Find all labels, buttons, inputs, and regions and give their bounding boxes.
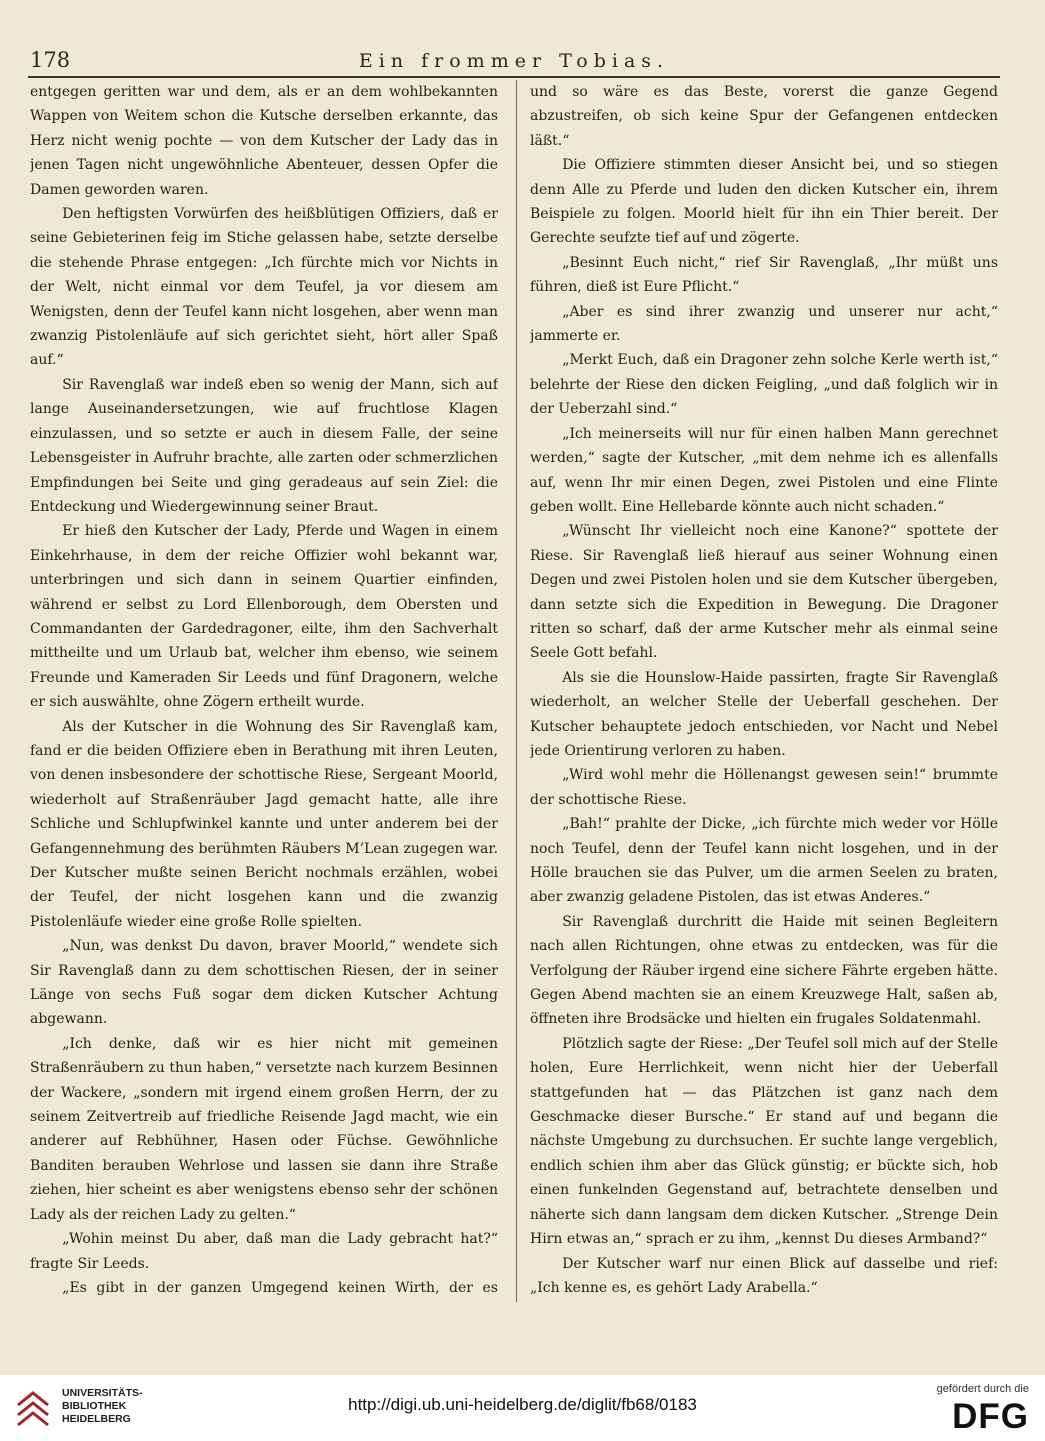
paragraph: „Wird wohl mehr die Höllenangst gewesen sein!“ brummte der schottische Riese.: [530, 767, 998, 808]
page-header: [28, 46, 1000, 76]
left-column: [30, 80, 498, 1302]
paragraph: [530, 1300, 998, 1302]
source-url[interactable]: http://digi.ub.uni-heidelberg.de/diglit/fb68/0183: [348, 1395, 697, 1414]
paragraph: Sir Ravenglaß durchritt die Haide mit seinen Begleitern nach allen Richtungen, ohne etwas zu entdecken, was für die Verfolgung der Räuber irgend eine sichere Fährte ergeben hätte. Gegen Abend machten sie an einem Kreuzwege Halt, saßen ab, öffneten ihre Brodsäcke und hielten ein frugales Soldatenmahl.: [530, 913, 998, 1028]
paragraph: Er hieß den Kutscher der Lady, Pferde und Wagen in einem Einkehrhause, in dem der reiche Offizier wohl bekannt war, unterbringen und sich dann in seinem Quartier einfinden, während er selbst zu Lord Ellenborough, dem Obersten und Commandanten der Gardedragoner, eilte, ihm den Sachverhalt mittheilte und um Urlaub bat, welcher ihm ebenso, wie seinem Freunde und Kameraden Sir Leeds und fünf Dragonern, welche er sich auswählte, ohne Zögern ertheilt wurde.: [30, 523, 498, 711]
paragraph: „Ich denke, daß wir es hier nicht mit gemeinen Straßenräubern zu thun haben,“ versetzte nach kurzem Besinnen der Wackere, „sondern mit irgend einem großen Herrn, der zu seinem Zeitvertreib auf friedliche Reisende Jagd macht, wie ein anderer auf Rebhühner, Hasen oder Füchse. Gewöhnliche Banditen berauben Wehrlose und lassen sie dann ihre Straße ziehen, hier scheint es aber wenigstens ebenso sehr der schönen Lady als der reichen Lady zu gelten.“: [30, 1035, 498, 1223]
paragraph: Sir Ravenglaß war indeß eben so wenig der Mann, sich auf lange Auseinandersetzungen, wie auf fruchtlose Klagen einzulassen, und so setzte er auch in diesem Falle, der seine Lebensgeister in Aufruhr brachte, alle zarten oder schmerzlichen Empfindungen bei Seite und ging geradeaus auf sein Ziel: die Entdeckung und Wiedergewinnung seiner Braut.: [30, 376, 498, 515]
paragraph: „Es gibt in der ganzen Umgegend keinen Wirth, der es: [62, 1279, 498, 1296]
paragraph: „Wünscht Ihr vielleicht noch eine Kanone?“ spottete der Riese. Sir Ravenglaß ließ hierauf aus seiner Wohnung einen Degen und zwei Pistolen holen und sie dem Kutscher übergeben, dann setzte sich die Expedition in Bewegung. Die Dragoner ritten so scharf, daß der arme Kutscher mehr als einmal seine Seele Gott befahl.: [530, 523, 998, 662]
paragraph: „Bah!“ prahlte der Dicke, „ich fürchte mich weder vor Hölle noch Teufel, denn der Teufel kann nicht losgehen, und in der Hölle brauchen sie das Pulver, um die armen Seelen zu braten, aber zwanzig geladene Pistolen, das ist etwas Anderes.“: [530, 816, 998, 906]
column-rule: [516, 80, 517, 1302]
dfg-logo: DFG: [952, 1397, 1029, 1436]
paragraph: Den heftigsten Vorwürfen des heißblütigen Offiziers, daß er seine Gebieterinen feig im Stiche gelassen habe, setzte derselbe die stehende Phrase entgegen: „Ich fürchte mich vor Nichts in der Welt, nicht einmal vor dem Teufel, ja vor diesem am Wenigsten, denn der Teufel kann nicht losgehen, aber wenn man zwanzig Pistolenläufe auf sich gerichtet sieht, hört aller Spaß auf.“: [30, 206, 498, 369]
paragraph: „Besinnt Euch nicht,“ rief Sir Ravenglaß, „Ihr müßt uns führen, dieß ist Eure Pflicht.“: [530, 254, 998, 296]
paragraph: Als der Kutscher in die Wohnung des Sir Ravenglaß kam, fand er die beiden Offiziere eben in Berathung mit ihren Leuten, von denen insbesondere der schottische Riese, Sergeant Moorld, wiederholt auf Straßenräuber Jagd gemacht hatte, alle ihre Schliche und Schlupfwinkel kannte und unter anderem bei der Gefangennehmung des berühmten Räubers M’Lean zugegen war. Der Kutscher mußte seinen Bericht nochmals erzählen, wobei der Teufel, der nicht losgehen kann und die zwanzig Pistolenläufe wieder eine große Rolle spielten.: [30, 718, 498, 930]
running-head: Ein frommer Tobias.: [358, 50, 670, 72]
paragraph: Die Offiziere stimmten dieser Ansicht bei, und so stiegen denn Alle zu Pferde und luden den dicken Kutscher ein, ihrem Beispiele zu folgen. Moorld hielt für ihn ein Thier bereit. Der Gerechte seufzte tief auf und zögerte.: [530, 157, 998, 247]
library-name: UNIVERSITÄTS- BIBLIOTHEK HEIDELBERG: [62, 1387, 143, 1425]
paragraph: Plötzlich sagte der Riese: „Der Teufel soll mich auf der Stelle holen, Eure Herrlichkeit, wenn nicht hier der Ueberfall stattgefunden hat — das Plätzchen ist ganz nach dem Geschmacke dieser Bursche.“ Er stand auf und begann die nächste Umgebung zu durchsuchen. Er suchte lange vergeblich, endlich schien ihm aber das Glück günstig; er bückte sich, hob einen funkelnden Gegenstand auf, betrachtete denselben und näherte sich dann langsam dem dicken Kutscher. „Strenge Dein Hirn etwas an,“ sprach er zu ihm, „kennst Du dieses Armband?“: [530, 1035, 998, 1248]
paragraph: „Wohin meinst Du aber, daß man die Lady gebracht hat?“ fragte Sir Leeds.: [30, 1231, 498, 1272]
paragraph: „Aber es sind ihrer zwanzig und unserer nur acht,“ jammerte er.: [530, 303, 998, 345]
paragraph: Als sie die Hounslow-Haide passirten, fragte Sir Ravenglaß wiederholt, an welcher Stelle der Ueberfall geschehen. Der Kutscher behauptete jedoch entschieden, vor Nacht und Nebel jede Orientirung verloren zu haben.: [530, 669, 998, 759]
paragraph: „Ich meinerseits will nur für einen halben Mann gerechnet werden,“ sagte der Kutscher, „mit dem nehme ich es allenfalls auf, wenn Ihr mir einen Degen, zwei Pistolen und eine Flinte geben wollt. Eine Hellebarde könnte auch nicht schaden.“: [530, 425, 998, 515]
paragraph: „Nun, was denkst Du davon, braver Moorld,“ wendete sich Sir Ravenglaß dann zu dem schottischen Riesen, der in seiner Länge von sechs Fuß sogar dem dicken Kutscher Achtung abgewann.: [30, 938, 498, 1028]
paragraph: entgegen geritten war und dem, als er an dem wohlbekannten Wappen von Weitem schon die Kutsche derselben erkannte, das Herz nicht wenig pochte — von dem Kutscher der Lady das in jenen Tagen nicht ungewöhnliche Abenteuer, dessen Opfer die Damen geworden waren.: [30, 84, 498, 198]
page-number: 178: [30, 48, 71, 72]
footer-bar: [0, 1375, 1045, 1441]
paragraph: und so wäre es das Beste, vorerst die ganze Gegend abzustreifen, ob sich keine Spur der Gefangenen entdecken läßt.“: [530, 84, 998, 149]
right-column: [530, 80, 998, 1302]
paragraph: „Merkt Euch, daß ein Dragoner zehn solche Kerle werth ist,“ belehrte der Riese den dicken Feigling, „und daß folglich wir in der Ueberzahl sind.“: [530, 352, 998, 418]
header-rule: [28, 76, 1000, 78]
funding-note: gefördert durch die: [936, 1383, 1029, 1395]
paragraph: Der Kutscher warf nur einen Blick auf dasselbe und rief: „Ich kenne es, es gehört Lady Arabella.“: [530, 1255, 998, 1296]
